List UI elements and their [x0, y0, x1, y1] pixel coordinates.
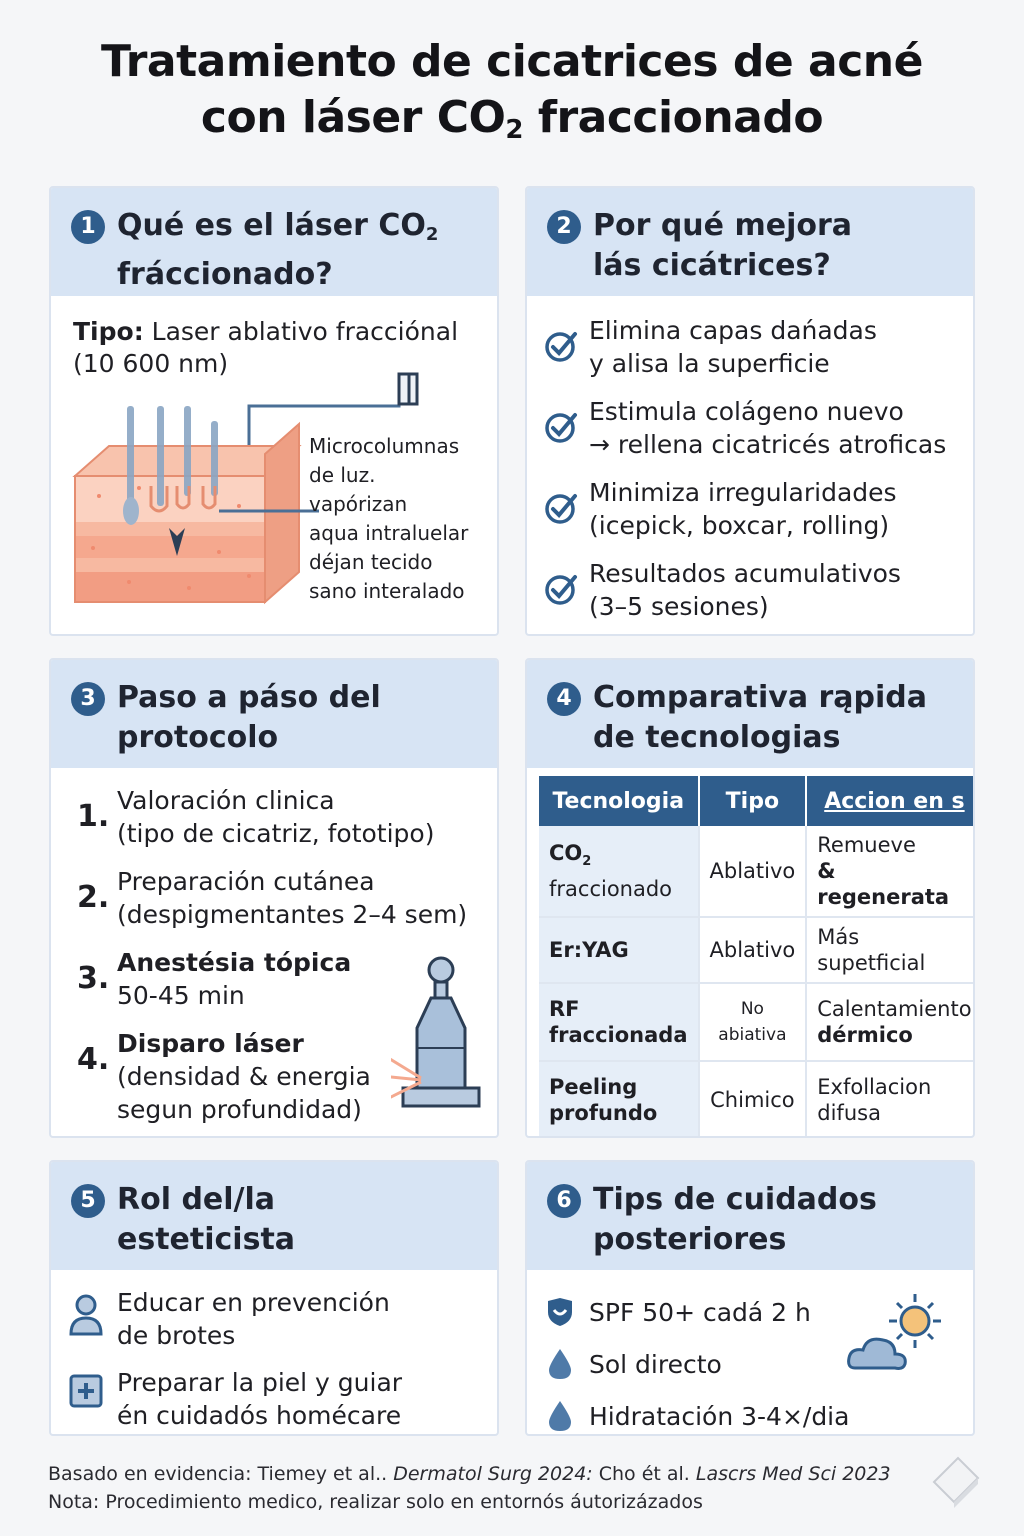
card-title-line-1: Rol del/la [117, 1182, 276, 1217]
title-line-1: Tratamiento de cicatrices de acné [101, 36, 923, 87]
column-header: Accion en s [806, 776, 975, 826]
type-cell: Ablativo [699, 917, 807, 983]
card-title-line-1: Paso a páso del [117, 680, 381, 715]
item-line-1: Resultados acumulativos [589, 559, 901, 588]
micro-line: sano interalado [309, 579, 465, 603]
list-item [545, 1286, 865, 1338]
card-title-line-2: de tecnologias [593, 720, 841, 755]
card-title-line-2: protocolo [117, 720, 279, 755]
card-title-line-1: Comparativa rąpida [593, 680, 928, 715]
card-title-line-1: Tips de cuidados [593, 1182, 877, 1217]
card-title [117, 678, 381, 768]
check-circle-icon [543, 490, 579, 526]
card-header [527, 188, 973, 296]
card-title [117, 1180, 295, 1270]
step-line-2: (densidad & energia [117, 1062, 371, 1091]
card-why-improves [525, 186, 975, 636]
item-line-2: (icepick, boxcar, rolling) [589, 511, 890, 540]
micro-line: aqua intraluelar [309, 521, 469, 545]
person-icon [67, 1292, 105, 1338]
item-line-1: Estimula colágeno nuevo [589, 397, 904, 426]
list-item [545, 1338, 865, 1390]
card-esthetician-role [49, 1160, 499, 1436]
title-line-2-sub: 2 [505, 115, 523, 145]
table-header-row [539, 776, 975, 826]
step-number: 1. [77, 799, 110, 834]
plus-box-icon [67, 1372, 105, 1412]
sun-cloud-icon [845, 1290, 955, 1380]
table-row [539, 917, 975, 983]
step-line-2: (tipo de cicatriz, fototipo) [117, 819, 435, 848]
tech-cell: RF fraccionada [539, 983, 699, 1061]
card-title-line-2: posteriores [593, 1222, 787, 1257]
card-header [51, 188, 497, 296]
step-line-1: Preparación cutánea [117, 867, 375, 896]
step-number: 2. [77, 880, 110, 915]
drop-icon [545, 1347, 575, 1381]
footer-references [48, 1460, 948, 1516]
step-line-2: 50-45 min [117, 981, 245, 1010]
card-aftercare-tips [525, 1160, 975, 1436]
item-line-1: Preparar la piel y guiar [117, 1368, 403, 1397]
section-number: 5 [71, 1184, 105, 1218]
section-number: 4 [547, 682, 581, 716]
card-title-line-2: fráccionado? [117, 257, 333, 292]
list-item [545, 1390, 865, 1436]
list-item [67, 1366, 487, 1436]
title-line-2-pre: con láser CO [200, 92, 506, 143]
micro-line: de luz. [309, 463, 376, 487]
item-line-1: Educar en prevención [117, 1288, 390, 1317]
tip-text: SPF 50+ cadá 2 h [589, 1297, 811, 1327]
table-row [539, 1061, 975, 1138]
micro-line: déjan tecido [309, 550, 433, 574]
technology-table [539, 776, 975, 1138]
item-line-2: én cuidadós homécare [117, 1401, 402, 1430]
tech-cell: Er:YAG [539, 917, 699, 983]
type-cell: Ablativo [699, 826, 807, 917]
type-cell: Chimico [699, 1061, 807, 1138]
column-header: Tipo [699, 776, 807, 826]
item-line-1: Minimiza irregularidades [589, 478, 897, 507]
card-header [527, 1162, 973, 1270]
type-cell: No abiativa [699, 983, 807, 1061]
note-line: Nota: Procedimiento medico, realizar solo en entornós áutorizázados [48, 1491, 703, 1513]
action-cell: Calentamiento dérmico [806, 983, 975, 1061]
table-row [539, 826, 975, 917]
item-line-2: y alisa la superficie [589, 349, 830, 378]
card-technology-comparison [525, 658, 975, 1138]
micro-line: Microcolumnas [309, 434, 460, 458]
card-title [593, 1180, 877, 1270]
step-number: 4. [77, 1042, 110, 1077]
step-item [77, 865, 477, 946]
card-protocol-steps [49, 658, 499, 1138]
card-title-line-1: Qué es el láser CO [117, 208, 426, 243]
list-item [543, 314, 963, 395]
benefits-list [543, 314, 963, 636]
list-item [67, 1286, 487, 1366]
title-line-2-post: fraccionado [523, 92, 824, 143]
step-number: 3. [77, 961, 110, 996]
section-number: 1 [71, 210, 105, 244]
microcolumns-description [309, 432, 489, 606]
section-number: 3 [71, 682, 105, 716]
card-title [117, 206, 438, 296]
card-title-line-1: Por qué mejora [593, 208, 852, 243]
page-title [0, 34, 1024, 158]
tip-text: Hidratación 3-4×/dia [589, 1401, 850, 1431]
action-cell: Más supetficial [806, 917, 975, 983]
tips-list [545, 1286, 865, 1436]
item-line-2: de brotes [117, 1321, 236, 1350]
table-row [539, 983, 975, 1061]
check-circle-icon [543, 409, 579, 445]
card-header [51, 660, 497, 768]
item-line-1: Elimina capas dańadas [589, 316, 877, 345]
step-line-3: segun profundidad) [117, 1095, 362, 1124]
card-header [51, 1162, 497, 1270]
list-item [543, 557, 963, 636]
column-header: Tecnologia [539, 776, 699, 826]
step-item [77, 784, 477, 865]
evidence-line: Basado en evidencia: Tiemey et al.. Dermatol Surg 2024: Cho ét al. Lascrs Med Sci 2023 [48, 1463, 891, 1485]
shield-icon [545, 1296, 575, 1328]
item-line-2: → rellena cicatricés atroficas [589, 430, 947, 459]
drop-icon [545, 1399, 575, 1433]
card-header [527, 660, 973, 768]
card-title [593, 678, 927, 768]
laser-device-icon [391, 948, 491, 1118]
list-item [543, 476, 963, 557]
laser-type-label: Tipo: [73, 317, 144, 346]
tech-cell: Peeling profundo [539, 1061, 699, 1138]
check-circle-icon [543, 571, 579, 607]
list-item [543, 395, 963, 476]
card-title-line-2: lás cicátrices? [593, 248, 831, 283]
card-title-sub: 2 [425, 224, 439, 245]
step-line-1: Anestésia tópica [117, 948, 352, 977]
step-line-1: Valoración clinica [117, 786, 335, 815]
card-what-is-laser [49, 186, 499, 636]
section-number: 2 [547, 210, 581, 244]
role-list [67, 1286, 487, 1436]
check-circle-icon [543, 328, 579, 364]
action-cell: Exfollacion difusa [806, 1061, 975, 1138]
card-title-line-2: esteticista [117, 1222, 296, 1257]
action-cell: Remueve & regenerata [806, 826, 975, 917]
step-line-1: Disparo láser [117, 1029, 304, 1058]
section-number: 6 [547, 1184, 581, 1218]
eraser-icon [928, 1452, 984, 1508]
step-line-2: (despigmentantes 2–4 sem) [117, 900, 468, 929]
card-title [593, 206, 852, 296]
tip-text: Sol directo [589, 1349, 722, 1379]
tech-cell: $CO_2$ fraccionado [539, 826, 699, 917]
micro-line: vapórizan [309, 492, 408, 516]
item-line-2: (3–5 sesiones) [589, 592, 769, 621]
laser-type-value: Laser ablativo fracciónal (10 600 nm) [73, 317, 459, 378]
